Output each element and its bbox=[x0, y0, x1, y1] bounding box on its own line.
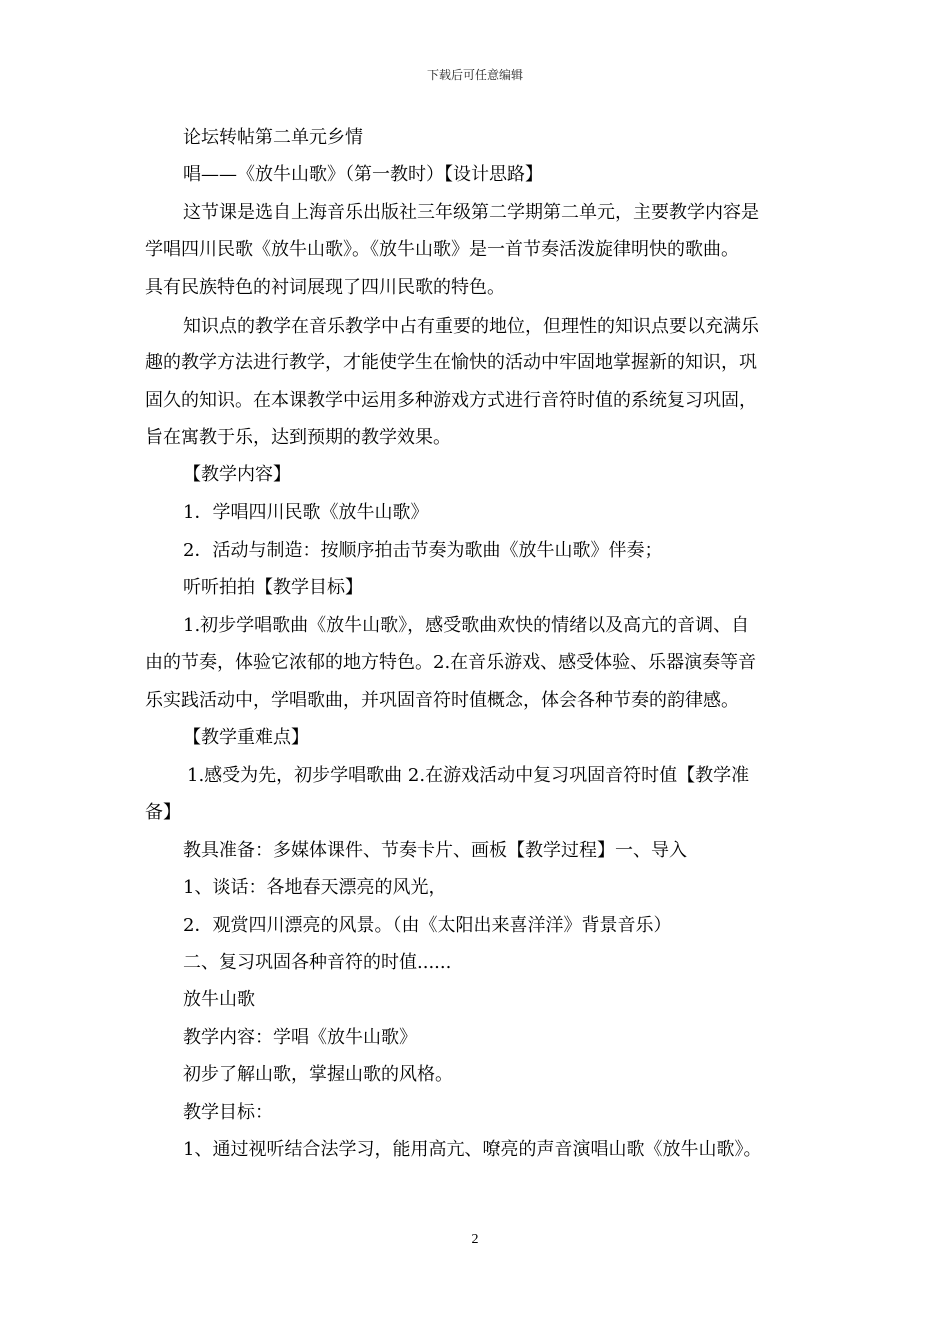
doc-line: 这节课是选自上海音乐出版社三年级第二学期第二单元，主要教学内容是 bbox=[183, 202, 759, 223]
doc-line: 乐实践活动中，学唱歌曲，并巩固音符时值概念，体会各种节奏的韵律感。 bbox=[145, 690, 739, 711]
doc-line: 二、复习巩固各种音符的时值...... bbox=[183, 952, 452, 973]
doc-line: 唱——《放牛山歌》（第一教时）【设计思路】 bbox=[183, 164, 543, 185]
doc-line: 教学内容：学唱《放牛山歌》 bbox=[183, 1027, 417, 1048]
doc-line: 由的节奏，体验它浓郁的地方特色。2.在音乐游戏、感受体验、乐器演奏等音 bbox=[145, 652, 757, 673]
page-number: 2 bbox=[471, 1232, 479, 1247]
doc-line: 论坛转帖第二单元乡情 bbox=[183, 127, 363, 148]
page-header: 下载后可任意编辑 bbox=[426, 68, 523, 82]
doc-line: 1.感受为先，初步学唱歌曲 2.在游戏活动中复习巩固音符时值【教学准 bbox=[187, 765, 750, 786]
doc-line: 初步了解山歌，掌握山歌的风格。 bbox=[183, 1064, 453, 1085]
doc-line: 1．学唱四川民歌《放牛山歌》 bbox=[183, 502, 429, 523]
doc-line: 知识点的教学在音乐教学中占有重要的地位，但理性的知识点要以充满乐 bbox=[183, 316, 759, 337]
doc-line: 学唱四川民歌《放牛山歌》。《放牛山歌》是一首节奏活泼旋律明快的歌曲。 bbox=[145, 239, 739, 260]
doc-line: 1.初步学唱歌曲《放牛山歌》，感受歌曲欢快的情绪以及高亢的音调、自 bbox=[183, 615, 750, 636]
doc-line: 2．活动与制造：按顺序拍击节奏为歌曲《放牛山歌》伴奏； bbox=[183, 540, 663, 561]
doc-line: 具有民族特色的衬词展现了四川民歌的特色。 bbox=[145, 277, 505, 298]
doc-line: 旨在寓教于乐，达到预期的教学效果。 bbox=[145, 427, 451, 448]
doc-line: 教具准备：多媒体课件、节奏卡片、画板【教学过程】一、导入 bbox=[183, 840, 687, 861]
doc-line: 【教学重难点】 bbox=[183, 727, 309, 748]
doc-line: 备】 bbox=[145, 802, 181, 823]
doc-line: 固久的知识。在本课教学中运用多种游戏方式进行音符时值的系统复习巩固， bbox=[145, 390, 757, 411]
doc-line: 1、通过视听结合法学习，能用高亢、嘹亮的声音演唱山歌《放牛山歌》。 bbox=[183, 1139, 762, 1160]
doc-line: 【教学内容】 bbox=[183, 464, 291, 485]
doc-line: 1、谈话：各地春天漂亮的风光， bbox=[183, 877, 447, 898]
doc-line: 听听拍拍【教学目标】 bbox=[183, 577, 363, 598]
doc-line: 放牛山歌 bbox=[183, 989, 255, 1010]
doc-line: 教学目标： bbox=[183, 1102, 273, 1123]
doc-line: 趣的教学方法进行教学，才能使学生在愉快的活动中牢固地掌握新的知识，巩 bbox=[145, 352, 757, 373]
doc-line: 2．观赏四川漂亮的风景。（由《太阳出来喜洋洋》背景音乐） bbox=[183, 915, 672, 936]
